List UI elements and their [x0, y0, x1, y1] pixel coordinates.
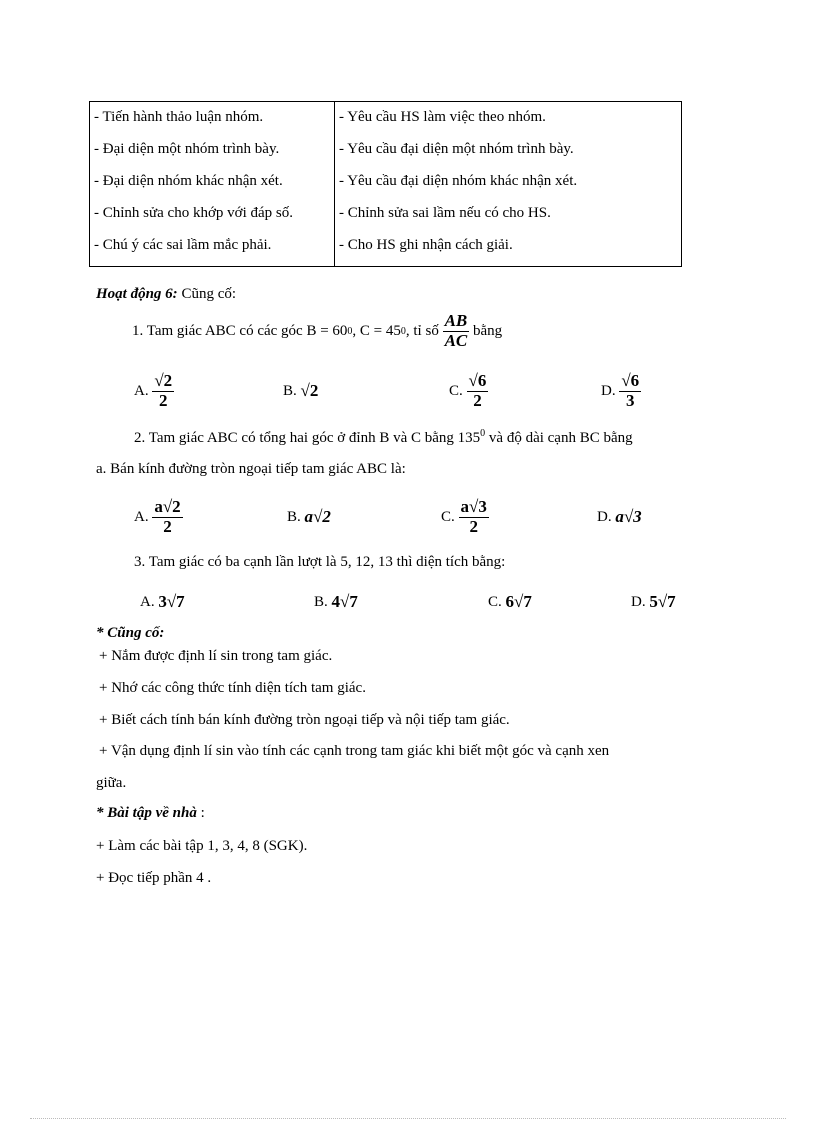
- summary-item: + Nhớ các công thức tính diện tích tam giác.: [99, 680, 366, 696]
- option-label: D.: [597, 508, 612, 525]
- summary-item-continuation: giữa.: [96, 775, 127, 791]
- option-label: C.: [488, 593, 502, 610]
- homework-heading: [96, 805, 205, 822]
- table-row: [90, 102, 682, 267]
- option-label: C.: [441, 508, 455, 525]
- fraction-denominator: AC: [444, 330, 468, 350]
- option-label: B.: [314, 593, 328, 610]
- q2-option-b: [287, 492, 331, 542]
- summary-item: + Vận dụng định lí sin vào tính các cạnh trong tam giác khi biết một góc và cạnh xen: [99, 743, 610, 759]
- q2-degree: 0: [480, 428, 486, 439]
- summary-item: + Nắm được định lí sin trong tam giác.: [99, 648, 333, 664]
- fraction-numerator: AB: [444, 310, 468, 330]
- q1-option-c: [449, 366, 488, 416]
- fraction-numerator: √2: [154, 370, 173, 390]
- table-cell-line: - Chú ý các sai lầm mắc phải.: [94, 237, 272, 253]
- question-1: [132, 307, 502, 355]
- table-cell-line: - Đại diện nhóm khác nhận xét.: [94, 173, 283, 189]
- question-3: 3. Tam giác có ba cạnh lần lượt là 5, 12, 13 thì diện tích bằng:: [134, 554, 506, 570]
- homework-heading-suffix: :: [196, 805, 205, 821]
- table-cell-line: - Tiến hành thảo luận nhóm.: [94, 109, 264, 125]
- fraction-denominator: 2: [159, 390, 168, 410]
- fraction-numerator: a√3: [460, 496, 487, 516]
- q3-option-d: [631, 588, 676, 616]
- q2-option-c: [441, 492, 489, 542]
- activity-title: Cũng cố:: [177, 286, 237, 302]
- teacher-activities-cell: [335, 102, 682, 267]
- option-fraction: [152, 372, 174, 410]
- option-label: A.: [140, 593, 155, 610]
- homework-item: + Làm các bài tập 1, 3, 4, 8 (SGK).: [96, 838, 308, 854]
- fraction-denominator: 2: [469, 516, 478, 536]
- option-fraction: [467, 372, 489, 410]
- fraction-numerator: √6: [621, 370, 640, 390]
- q2-text: 2. Tam giác ABC có tổng hai góc ở đỉnh B và C bằng 135: [134, 430, 481, 446]
- option-value: √2: [300, 381, 319, 400]
- option-value: 4√7: [331, 592, 358, 611]
- fraction-denominator: 3: [626, 390, 635, 410]
- q1-text: 1. Tam giác ABC có các góc B = 60: [132, 322, 348, 339]
- q1-degree: 0: [347, 325, 353, 337]
- q3-option-c: [488, 588, 532, 616]
- table-cell-line: - Cho HS ghi nhận cách giải.: [339, 237, 513, 253]
- homework-heading-label: * Bài tập về nhà: [96, 805, 197, 821]
- q1-text-mid: , C = 45: [352, 322, 401, 339]
- option-label: A.: [134, 508, 149, 525]
- q1-option-b: [283, 366, 318, 416]
- question-2-line-2: a. Bán kính đường tròn ngoại tiếp tam giác ABC là:: [96, 461, 406, 477]
- activity-table: [89, 101, 682, 267]
- table-cell-line: - Đại diện một nhóm trình bày.: [94, 141, 280, 157]
- option-value: 5√7: [649, 592, 676, 611]
- option-label: D.: [601, 382, 616, 399]
- q2-option-d: [597, 492, 642, 542]
- option-label: B.: [283, 382, 297, 399]
- option-value: 6√7: [505, 592, 532, 611]
- fraction-numerator: a√2: [154, 496, 181, 516]
- question-2-line-1: [134, 428, 633, 447]
- fraction-denominator: 2: [473, 390, 482, 410]
- table-cell-line: - Chỉnh sửa cho khớp với đáp số.: [94, 205, 293, 221]
- activity-label: Hoạt động 6:: [96, 286, 178, 302]
- table-cell-line: - Chỉnh sửa sai lầm nếu có cho HS.: [339, 205, 551, 221]
- option-value: 3√7: [158, 592, 185, 611]
- q1-text-end: bằng: [469, 322, 503, 339]
- table-cell-line: - Yêu cầu HS làm việc theo nhóm.: [339, 109, 546, 125]
- q1-option-d: [601, 366, 641, 416]
- option-label: D.: [631, 593, 646, 610]
- student-activities-cell: [90, 102, 335, 267]
- q1-degree: 0: [400, 325, 406, 337]
- option-fraction: [619, 372, 641, 410]
- q2-text-end: và độ dài cạnh BC bằng: [485, 430, 633, 446]
- summary-item: + Biết cách tính bán kính đường tròn ngoại tiếp và nội tiếp tam giác.: [99, 712, 510, 728]
- summary-heading: * Cũng cố:: [96, 625, 165, 641]
- option-label: B.: [287, 508, 301, 525]
- fraction-denominator: 2: [163, 516, 172, 536]
- table-cell-line: - Yêu cầu đại diện một nhóm trình bày.: [339, 141, 574, 157]
- option-fraction: [459, 498, 489, 536]
- activity-heading: [96, 286, 236, 303]
- option-label: C.: [449, 382, 463, 399]
- page-bottom-divider: [30, 1118, 786, 1119]
- q1-ratio-prefix: , tỉ số: [405, 322, 443, 339]
- option-value: a√3: [615, 507, 642, 526]
- option-label: A.: [134, 382, 149, 399]
- table-cell-line: - Yêu cầu đại diện nhóm khác nhận xét.: [339, 173, 578, 189]
- homework-item: + Đọc tiếp phần 4 .: [96, 870, 212, 886]
- fraction-numerator: √6: [468, 370, 487, 390]
- q3-option-a: [140, 588, 185, 616]
- q1-option-a: [134, 366, 174, 416]
- q2-option-a: [134, 492, 183, 542]
- q3-option-b: [314, 588, 358, 616]
- q1-ratio: [443, 312, 470, 350]
- option-fraction: [152, 498, 182, 536]
- option-value: a√2: [304, 507, 331, 526]
